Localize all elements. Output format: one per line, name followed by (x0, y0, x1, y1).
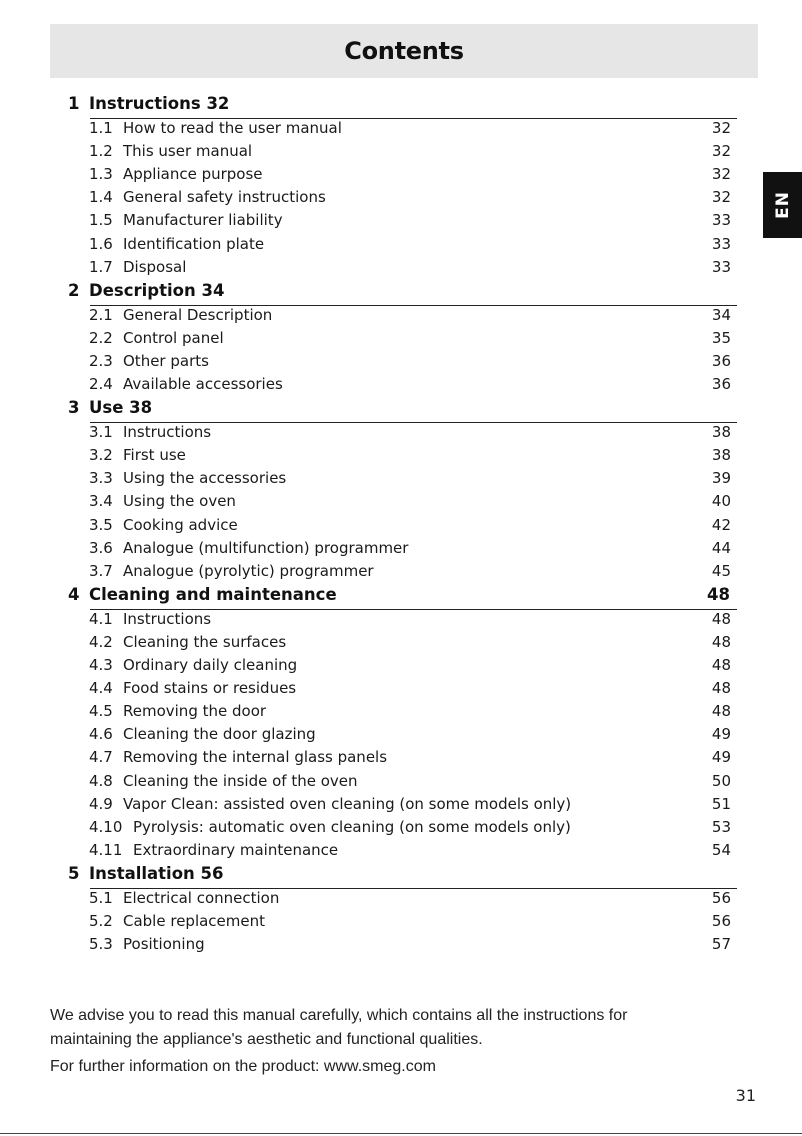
toc-entry-page: 36 (711, 351, 731, 370)
toc-entry-label: Vapor Clean: assisted oven cleaning (on some models only) (123, 794, 572, 813)
toc-entry (89, 889, 731, 911)
toc-entry-number: 5.2 (89, 912, 113, 930)
toc-entry-label: Ordinary daily cleaning (123, 656, 298, 674)
bottom-divider (0, 1133, 802, 1134)
toc-entry (89, 142, 731, 164)
toc-entry (89, 258, 731, 280)
toc-entry (89, 188, 731, 210)
toc-entry-number: 3.2 (89, 446, 113, 465)
toc-entry-number: 5.1 (89, 888, 113, 907)
toc-entry (89, 935, 731, 957)
toc-entry-number: 1.7 (89, 257, 113, 276)
toc-entry (89, 841, 731, 863)
toc-entry-number: 1.1 (89, 119, 113, 137)
toc-entry (89, 912, 731, 934)
toc-entry-page: 56 (711, 912, 731, 930)
toc-section-label: Installation 56 (89, 863, 224, 883)
toc-entry-number: 3.7 (89, 561, 113, 580)
toc-section-heading (68, 585, 738, 609)
toc-entry-page: 48 (711, 702, 731, 721)
page-number: 31 (735, 1086, 756, 1105)
toc-entry-page: 36 (711, 375, 731, 393)
toc-entry-label: Cable replacement (123, 912, 266, 930)
toc-entry (89, 469, 731, 491)
toc-entry (89, 795, 731, 817)
toc-entry-label: Cleaning the door glazing (123, 725, 316, 744)
toc-entry-number: 3.6 (89, 538, 113, 557)
toc-entry-page: 32 (711, 119, 731, 137)
toc-section-heading (68, 94, 738, 118)
toc-entry-label: Cleaning the inside of the oven (123, 771, 358, 790)
toc-entry (89, 656, 731, 678)
toc-entry-label: Analogue (multifunction) programmer (123, 538, 409, 557)
toc-entry-label: Positioning (123, 935, 205, 954)
toc-entry (89, 119, 731, 141)
toc-entry (89, 748, 731, 770)
toc-entry-page: 44 (711, 538, 731, 557)
toc-entry-page: 33 (711, 257, 731, 276)
toc-section-number: 5 (68, 863, 80, 883)
toc-entry-label: Other parts (123, 351, 209, 370)
toc-entry-label: How to read the user manual (123, 119, 342, 137)
toc-entry (89, 539, 731, 561)
toc-entry-label: Cleaning the surfaces (123, 632, 287, 651)
toc-section-number: 2 (68, 280, 80, 300)
toc-section-page: 48 (707, 584, 730, 604)
toc-entry-number: 3.4 (89, 492, 113, 511)
intro-text (50, 1004, 750, 1079)
toc-entry-page: 42 (711, 515, 731, 534)
toc-entry-page: 49 (711, 748, 731, 767)
toc-entry-number: 4.5 (89, 702, 113, 721)
toc-entry-number: 1.5 (89, 211, 113, 230)
toc-entry-number: 1.2 (89, 142, 113, 161)
toc-section-heading (68, 398, 738, 422)
toc-entry-page: 38 (711, 446, 731, 465)
toc-entry (89, 679, 731, 701)
toc-entry-label: Removing the door (123, 702, 267, 721)
page-title: Contents (344, 37, 464, 65)
toc-entry (89, 633, 731, 655)
toc-entry-label: Extraordinary maintenance (133, 840, 339, 859)
toc-entry-label: General safety instructions (123, 188, 326, 207)
toc-entry-label: Removing the internal glass panels (123, 748, 388, 767)
toc-entry-label: Disposal (123, 257, 187, 276)
toc-entry-page: 48 (711, 609, 731, 628)
toc-section-label: Use 38 (89, 398, 153, 418)
toc-entry (89, 375, 731, 397)
toc-entry-number: 4.3 (89, 656, 113, 674)
toc-entry-number: 2.1 (89, 305, 113, 324)
toc-entry-label: Using the accessories (123, 469, 287, 488)
toc-entry (89, 772, 731, 794)
toc-entry-page: 51 (711, 794, 731, 813)
toc-section-number: 3 (68, 398, 80, 418)
toc-entry-label: First use (123, 446, 186, 465)
toc-entry-page: 38 (711, 423, 731, 442)
toc-entry (89, 423, 731, 445)
toc-entry (89, 492, 731, 514)
toc-entry-number: 1.3 (89, 165, 113, 184)
toc-entry-page: 32 (711, 165, 731, 184)
toc-entry (89, 516, 731, 538)
toc-entry-label: Manufacturer liability (123, 211, 283, 230)
toc-section-label: Instructions 32 (89, 94, 230, 113)
more-info-line: For further information on the product: www.smeg.com (50, 1058, 436, 1075)
toc-entry-number: 2.2 (89, 328, 113, 347)
intro-line-2: maintaining the appliance's aesthetic and functional qualities. (50, 1031, 483, 1048)
toc-entry-number: 2.3 (89, 351, 113, 370)
toc-entry-number: 4.11 (89, 840, 123, 859)
toc-entry-page: 48 (711, 656, 731, 674)
toc-entry-number: 4.1 (89, 609, 113, 628)
toc-entry-page: 39 (711, 469, 731, 488)
toc-entry-page: 57 (711, 935, 731, 954)
toc-entry (89, 702, 731, 724)
toc-entry-page: 33 (711, 211, 731, 230)
toc-section-heading (68, 864, 738, 888)
toc-section-heading (68, 281, 738, 305)
toc-entry-label: Cooking advice (123, 515, 238, 534)
toc-entry (89, 725, 731, 747)
toc-entry (89, 818, 731, 840)
toc-entry-page: 32 (711, 188, 731, 207)
toc-entry-page: 48 (711, 679, 731, 698)
toc-section-label: Cleaning and maintenance (89, 584, 337, 604)
toc-section-number: 1 (68, 94, 80, 113)
toc-section-number: 4 (68, 584, 80, 604)
toc-entry-label: Analogue (pyrolytic) programmer (123, 561, 374, 580)
toc-entry-page: 50 (711, 771, 731, 790)
toc-entry-number: 4.10 (89, 817, 123, 836)
language-tab-label: EN (772, 191, 793, 219)
toc-entry-number: 4.6 (89, 725, 113, 744)
toc-entry-page: 54 (711, 840, 731, 859)
toc-entry (89, 352, 731, 374)
intro-line-1: We advise you to read this manual carefully, which contains all the instructions for (50, 1007, 628, 1024)
toc-entry-label: General Description (123, 305, 273, 324)
toc-entry-label: Identification plate (123, 234, 265, 253)
toc-entry-label: Instructions (123, 609, 212, 628)
toc-entry (89, 329, 731, 351)
toc-entry-label: Food stains or residues (123, 679, 297, 698)
toc-entry-number: 3.3 (89, 469, 113, 488)
toc-entry-page: 40 (711, 492, 731, 511)
toc-entry-page: 49 (711, 725, 731, 744)
toc-entry-page: 45 (711, 561, 731, 580)
toc-entry-number: 1.6 (89, 234, 113, 253)
toc-entry-number: 1.4 (89, 188, 113, 207)
toc-entry-number: 4.2 (89, 632, 113, 651)
toc-entry-label: Instructions (123, 423, 212, 442)
language-tab (763, 172, 802, 238)
toc-entry (89, 446, 731, 468)
toc-entry-number: 4.9 (89, 794, 113, 813)
toc-entry-number: 4.4 (89, 679, 113, 698)
toc-section-label: Description 34 (89, 280, 225, 300)
toc-entry-label: Pyrolysis: automatic oven cleaning (on some models only) (133, 817, 571, 836)
toc-entry-label: This user manual (123, 142, 253, 161)
toc-entry (89, 306, 731, 328)
toc-entry-label: Using the oven (123, 492, 236, 511)
toc-entry-number: 3.1 (89, 423, 113, 442)
toc-entry-page: 56 (711, 888, 731, 907)
toc-entry-page: 33 (711, 234, 731, 253)
toc-entry-label: Appliance purpose (123, 165, 263, 184)
toc-entry-label: Control panel (123, 328, 224, 347)
toc-entry (89, 610, 731, 632)
toc-entry-number: 3.5 (89, 515, 113, 534)
toc-entry (89, 562, 731, 584)
toc-entry-label: Available accessories (123, 375, 283, 393)
toc-entry (89, 165, 731, 187)
toc-entry (89, 211, 731, 233)
toc-entry-number: 5.3 (89, 935, 113, 954)
toc-entry-page: 35 (711, 328, 731, 347)
toc-entry-label: Electrical connection (123, 888, 280, 907)
toc-entry-page: 32 (711, 142, 731, 161)
contents-title-bar (50, 24, 758, 78)
toc-entry-number: 2.4 (89, 375, 113, 393)
toc-entry-page: 48 (711, 632, 731, 651)
toc-entry-number: 4.7 (89, 748, 113, 767)
toc-entry-number: 4.8 (89, 771, 113, 790)
toc-entry-page: 34 (711, 305, 731, 324)
toc-entry (89, 235, 731, 257)
toc-entry-page: 53 (711, 817, 731, 836)
